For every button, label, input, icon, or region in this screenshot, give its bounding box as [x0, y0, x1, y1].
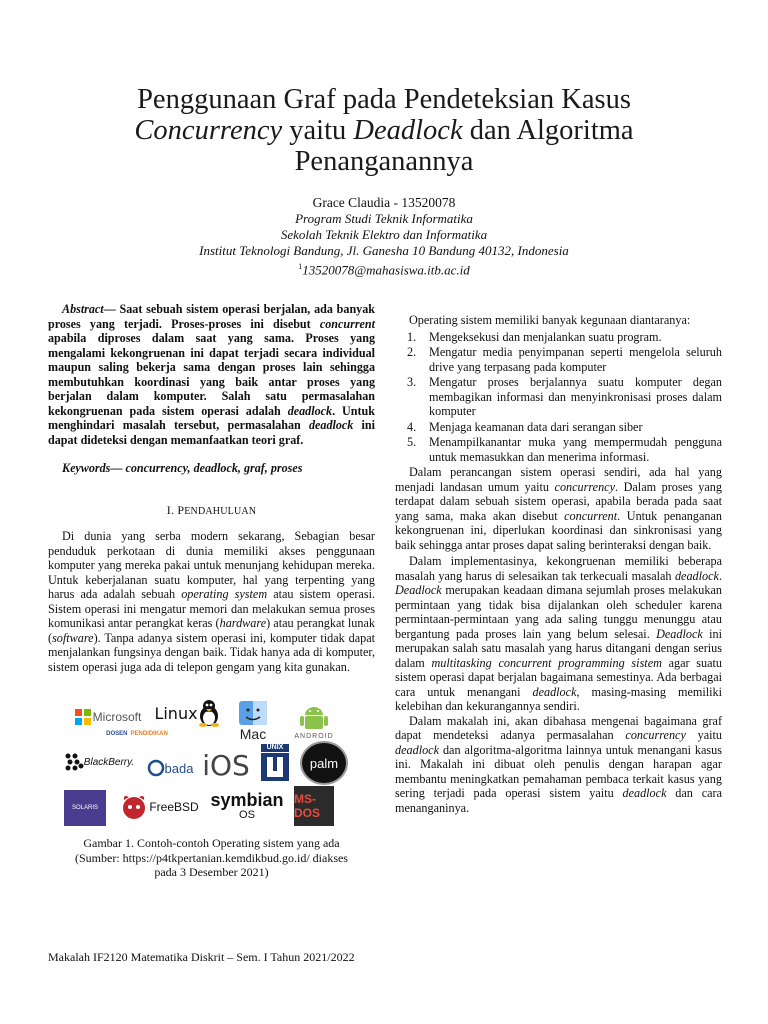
- os-use-number: 2.: [407, 345, 417, 359]
- intro-italic-1: operating system: [181, 587, 268, 601]
- intro-text-4: ). Tanpa adanya sistem operasi ini, komputer tidak dapat menjalankan fungsinya dengan baik. Tidak hanya ada di komputer, sistem operasi juga ada di telepon gengam yang kita gunakan.: [48, 630, 375, 674]
- paragraph-concurrency: [395, 465, 722, 552]
- intro-text-1: Di dunia yang serba modern sekarang, Sebagian besar penduduk perkotaan di dunia memiliki akses penggunaan komputer yang mereka pakai untuk menunjang kehidupan mereka. Untuk keberjalanan suatu komputer, hal yang terpenting yang harus ada adalah sebuah: [48, 529, 375, 601]
- p3-text-2: yaitu: [685, 728, 722, 742]
- os-logos-figure: [62, 698, 362, 826]
- author-block: [60, 194, 708, 278]
- p2-text-4: ini merupakan salah satu masalah yang harus ditangani dengan serius dalam: [395, 626, 723, 670]
- bada-icon: [147, 759, 165, 777]
- caption-line-1: Gambar 1. Contoh-contoh Operating sistem yang ada: [83, 836, 340, 850]
- paragraph-deadlock: [395, 554, 722, 714]
- p2-italic-3: Deadlock: [656, 626, 703, 641]
- blackberry-icon: [64, 753, 84, 771]
- section-heading-rest: ENDAHULUAN: [184, 506, 257, 517]
- intro-text-2: atau sistem operasi. Sistem operasi ini mengatur memori dan melakukan semua proses komunikasi antar perangkat keras (: [48, 587, 375, 630]
- p3-text-3: dan algoritma-algoritma lainnya untuk menangani kasus ini. Makalah ini dibuat oleh penulis dengan harapan agar membantu meningkatkan pemahaman pembaca terkait kasus yang sering terjadi pada operasi sistem yaitu: [395, 742, 722, 800]
- title-dan-algoritma: dan Algoritma: [462, 115, 634, 146]
- unix-label: UNIX: [266, 744, 284, 751]
- os-use-number: 4.: [407, 419, 417, 434]
- os-use-text: Mengatur media penyimpanan seperti mengelola seluruh drive yang terpasang pada komputer: [429, 345, 722, 374]
- caption-line-2: (Sumber: https://p4tkpertanian.kemdikbud.go.id/ diakses: [75, 850, 348, 865]
- p1-italic-1: concurrency: [554, 479, 616, 494]
- abstract-text-1: — Saat sebuah sistem operasi berjalan, ada banyak proses yang terjadi. Proses-proses ini disebut: [48, 302, 375, 331]
- mac-logo: [230, 698, 276, 744]
- freebsd-daemon-icon: [121, 794, 147, 820]
- microsoft-logo: [72, 706, 144, 728]
- p3-text-4: dan cara menanganinya.: [395, 786, 722, 815]
- uses-intro: Operating sistem memiliki banyak kegunaan diantaranya:: [409, 313, 691, 327]
- solaris-logo: [64, 790, 106, 826]
- abstract-text-2: apabila diproses dalam saat yang sama. Proses yang mengalami kekongruenan ini dapat terjadi secara individual maupun saling bekerja sama dengan proses lain sehingga membutuhkan koordinasi yang baik antar proses yang berjalan dalam komputer. Salah satu permasalahan kekongruenan pada sistem operasi adalah: [48, 331, 375, 418]
- freebsd-logo: [114, 788, 206, 826]
- linux-label: Linux: [154, 703, 198, 723]
- p2-italic-2: Deadlock: [395, 583, 442, 597]
- right-column: [395, 313, 722, 815]
- abstract-text-3: . Untuk menghindari masalah tersebut, permasalahan: [48, 403, 375, 432]
- abstract-label: Abstract: [62, 302, 104, 316]
- symbian-label: symbian: [210, 790, 284, 810]
- pendidikan-label: PENDIDIKAN: [130, 731, 168, 737]
- title-concurrency: Concurrency: [134, 115, 283, 146]
- title-line-3: Penanganannya: [294, 146, 474, 177]
- p3-italic-1: concurrency: [625, 728, 686, 742]
- author-name: Grace Claudia - 13520078: [312, 195, 456, 210]
- msdos-logo: [294, 786, 334, 826]
- p2-italic-1: deadlock: [674, 568, 719, 583]
- symbian-os-label: OS: [239, 809, 255, 821]
- affiliation-program: Program Studi Teknik Informatika: [295, 211, 473, 226]
- os-use-number: 3.: [407, 375, 417, 389]
- p3-text-1: Dalam makalah ini, akan dibahasa mengenai bagaimana graf dapat mendeteksi adanya permasalahan: [395, 713, 722, 742]
- os-use-text: Mengatur proses berjalannya suatu komputer degan membagikan informasi dan menyinkronisasi proses dalam komputer: [429, 375, 722, 418]
- os-use-number: 1.: [407, 329, 417, 344]
- p2-italic-5: deadlock: [532, 684, 577, 699]
- ios-label: iOS: [202, 748, 250, 782]
- os-use-item: [395, 345, 722, 374]
- p2-text-5: agar suatu sistem operasi dapat berjalan bagaimana semestinya. Ada berbagai cara untuk menangani: [395, 655, 722, 699]
- left-column: [48, 302, 375, 880]
- caption-line-3: pada 3 Desember 2021): [154, 865, 269, 879]
- p2-text-6: , masing-masing memiliki kelebihan dan kekurangannya sendiri.: [395, 684, 722, 713]
- abstract-italic-2: deadlock: [287, 403, 333, 418]
- figure-caption: [48, 836, 375, 880]
- os-use-text: Menjaga keamanan data dari serangan siber: [429, 419, 643, 434]
- p2-text-1: Dalam implementasinya, kekongruenan memiliki beberapa masalah yang harus di selesaikan tak terkecuali masalah: [395, 554, 722, 583]
- os-use-text: Mengeksekusi dan menjalankan suatu program.: [429, 329, 662, 344]
- p2-text-3: merupakan keadaan dimana sejumlah proses melakukan permintaan yang tidak bisa dijalankan oleh scheduler karena permintaan-permintaan yang ada saling tunggu menunggu atau bergantung pada proses lain yang belum selesai.: [395, 583, 722, 641]
- section-heading-pendahuluan: [48, 503, 375, 518]
- p1-text-3: . Untuk penanganan kekongruenan ini, diperlukan koordinasi dan sinkronisasi yang baik sehingga antar proses dapat saling berinteraksi dengan baik.: [395, 508, 722, 552]
- android-robot-icon: [299, 703, 329, 733]
- p2-italic-4: multitasking concurrent programming sistem: [431, 655, 662, 670]
- symbian-logo: [208, 786, 286, 826]
- os-use-item: [395, 420, 722, 435]
- os-use-text: Menampilkanantar muka yang mempermudah pengguna untuk memasukkan dan menerima informasi.: [429, 435, 722, 464]
- intro-italic-3: software: [52, 630, 94, 645]
- blackberry-logo: [62, 742, 136, 782]
- palm-label: palm: [309, 755, 339, 771]
- android-logo: [284, 698, 344, 744]
- mac-label: Mac: [239, 726, 267, 742]
- os-use-number: 5.: [407, 435, 417, 449]
- p3-italic-3: deadlock: [622, 786, 667, 800]
- os-use-item: [395, 375, 722, 419]
- unix-logo: [256, 744, 294, 782]
- intro-text-3: ) atau perangkat lunak (: [48, 616, 375, 645]
- dosen-label: DOSEN: [106, 731, 128, 737]
- palm-logo: [300, 742, 348, 784]
- intro-italic-2: hardware: [219, 616, 267, 630]
- msdos-label: MS-DOS: [294, 792, 321, 820]
- abstract-italic-1: concurrent: [319, 316, 375, 331]
- android-label: ANDROID: [294, 732, 334, 740]
- os-use-item: [395, 330, 722, 345]
- p1-text-1: Dalam perancangan sistem operasi sendiri, ada hal yang menjadi landasan umum yaitu: [395, 465, 722, 494]
- title-yaitu: yaitu: [282, 115, 354, 146]
- paragraph-makalah: [395, 714, 722, 816]
- microsoft-label: Microsoft: [92, 710, 142, 724]
- page-footer: Makalah IF2120 Matematika Diskrit – Sem. I Tahun 2021/2022: [48, 950, 355, 964]
- email-text: 13520078@mahasiswa.itb.ac.id: [302, 262, 470, 278]
- os-uses-list: [395, 330, 722, 465]
- p3-italic-2: deadlock: [395, 742, 439, 757]
- palm-badge: [300, 741, 348, 785]
- microsoft-windows-icon: [75, 709, 91, 725]
- solaris-label: SOLARIS: [71, 805, 98, 811]
- title-line-1: Penggunaan Graf pada Pendeteksian Kasus: [137, 84, 631, 115]
- blackberry-label: BlackBerry.: [83, 756, 135, 768]
- p1-text-2: . Dalam proses yang terdapat dalam sebuah sistem operasi, apabila berada pada saat yang sama, maka akan disebut: [395, 479, 722, 523]
- os-use-item: [395, 435, 722, 464]
- bada-label: bada: [164, 760, 194, 776]
- affiliation-school: Sekolah Teknik Elektro dan Informatika: [280, 227, 488, 242]
- paper-title: [60, 84, 708, 177]
- p1-italic-2: concurrent: [564, 508, 618, 523]
- title-deadlock: Deadlock: [353, 115, 463, 146]
- dosen-pendidikan-logo: [92, 729, 182, 739]
- title-line-2: [60, 115, 708, 146]
- email-superscript: 1: [298, 262, 303, 271]
- freebsd-label: FreeBSD: [149, 800, 199, 814]
- affiliation-institute: Institut Teknologi Bandung, Jl. Ganesha 10 Bandung 40132, Indonesia: [199, 243, 569, 258]
- abstract: [48, 302, 375, 447]
- mac-finder-icon: [238, 700, 268, 726]
- linux-logo: [152, 698, 222, 728]
- keywords: Keywords— concurrency, deadlock, graf, proses: [62, 461, 303, 475]
- intro-paragraph: [48, 529, 375, 674]
- tux-penguin-icon: [198, 699, 220, 727]
- bada-logo: [142, 754, 198, 782]
- abstract-text-4: ini dapat dideteksi dengan memanfaatkan teori graf.: [48, 418, 375, 447]
- p2-text-2: .: [718, 568, 722, 583]
- ios-logo: [200, 748, 252, 782]
- author-email: [60, 259, 708, 278]
- section-heading-first: P: [177, 503, 185, 517]
- abstract-italic-3: deadlock: [308, 418, 354, 432]
- section-numeral: I.: [166, 503, 175, 517]
